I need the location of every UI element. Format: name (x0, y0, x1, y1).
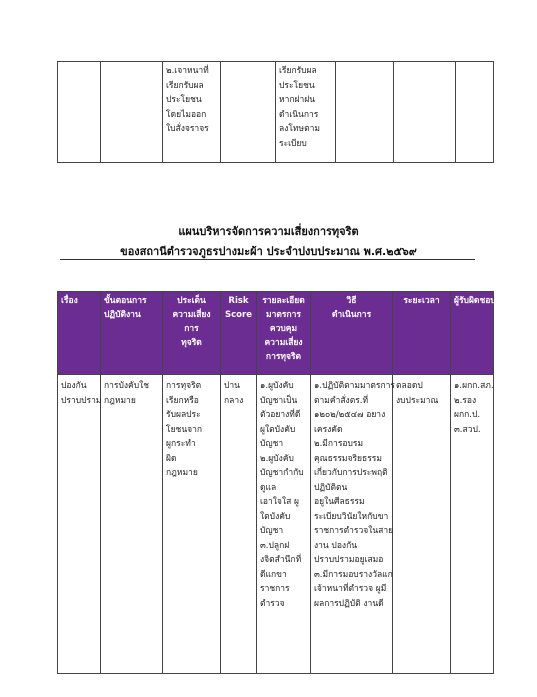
cell-text-line: บัญชากำกับ (260, 468, 304, 478)
title-divider (60, 259, 475, 260)
cell-text-line: วิธี (346, 296, 357, 306)
table-row (58, 62, 494, 163)
cell-text-line: เรียกรับผล (279, 66, 317, 76)
cell-text-line: ความเสี่ยง (172, 310, 211, 320)
cell-text-line: ปองกัน (61, 381, 87, 391)
cell-text-line: ผูกระทำ (166, 439, 196, 449)
cell-text-line: ราชการ (260, 584, 290, 594)
cell-text-line: ปราบปราม (61, 395, 102, 406)
header-risk-score (221, 292, 257, 375)
header-responsible (451, 292, 494, 375)
cell-text-line: งจิตสำนึกที่ (260, 555, 302, 565)
header-risk-issue (163, 292, 221, 375)
cell-risk-issue (163, 375, 221, 674)
cell-text-line: โดยไมออก (166, 109, 207, 120)
cell-text-line: ลงโทษตาม (279, 124, 321, 134)
cell-text-line: ๒.มีการอบรม (314, 439, 364, 449)
cell-text-line: เครงคัด (314, 424, 343, 435)
cell-text-line: ใตบังคับ (260, 511, 291, 522)
cell-text-line: กฎหมาย (166, 468, 198, 478)
cell-topic (58, 375, 101, 674)
cell-text-line: บัญชา (260, 439, 284, 449)
cell-text-line: ระเบียบวินัยใหกับขา (314, 511, 389, 522)
cell-text-line: รับผลประ (166, 410, 201, 420)
cell-text-line: เรียกรับผล (166, 80, 204, 91)
cell-text-line: เอาใจใส ผู (260, 497, 299, 507)
cell-text-line: ระเบียบ (279, 138, 307, 149)
cell-text-line: เกี่ยวกับการประพฤติ (314, 468, 388, 478)
header-control-measures (257, 292, 311, 375)
cell-text-line: ๒.ผูบังคับ (260, 453, 294, 464)
cell-text-line: หากฝาฝน (279, 95, 316, 105)
table-cell (456, 62, 494, 163)
cell-text-line: การทุจริต (265, 352, 302, 362)
cell-risk-score (221, 375, 257, 674)
table-header-row (58, 292, 494, 375)
cell-text-line: บัญชาเป็น (260, 395, 298, 406)
table-row (58, 375, 494, 674)
cell-text-line: บัญชา (260, 526, 284, 536)
cell-text-line: ปฏิบัติงาน (104, 310, 141, 320)
continued-table (57, 61, 494, 163)
header-topic (58, 292, 101, 375)
cell-text-line: ใบสั่งจราจร (166, 124, 209, 134)
cell-text-line: กฎหมาย (104, 395, 136, 406)
cell-text-line: ปราบปรามอยูเสมอ (314, 555, 384, 565)
cell-text-line: ความเสี่ยง (264, 338, 303, 348)
cell-text-line: เรื่อง (61, 296, 78, 306)
cell-text-line: ๑.ปฏิบัติตามมาตรการ (314, 381, 395, 391)
cell-work-step (101, 375, 163, 674)
cell-control-measures (257, 375, 311, 674)
cell-text-line: ๒.เจาหนาที่ (166, 66, 209, 76)
cell-text-line: ผกก.ป. (454, 410, 481, 420)
document-subtitle: ของสถานีตำรวจภูธรปางมะผ้า ประจำปงบประมาณ พ.ศ.๒๕๖๙ (120, 245, 417, 258)
cell-text-line: เรียกหรือ (166, 395, 199, 406)
cell-duration (393, 375, 451, 674)
risk-management-table (57, 291, 494, 674)
header-duration (393, 292, 451, 375)
cell-text-line: ๓.สวป. (454, 424, 481, 435)
table-cell (163, 62, 221, 163)
cell-text-line: ๓.ปลูกฝ (260, 540, 290, 551)
cell-text-line: Risk (228, 296, 249, 306)
cell-text-line: ตำรวจ (260, 598, 285, 609)
cell-text-line: ดูแล (260, 482, 277, 493)
table-cell (221, 62, 276, 163)
cell-text-line: ตามคำสั่งตร.ที่ (314, 395, 369, 406)
cell-text-line: ทุจริต (181, 338, 202, 348)
cell-text-line: โยชนจาก (166, 424, 203, 435)
table-cell (101, 62, 163, 163)
document-title: แผนบริหารจัดการความเสี่ยงการทุจริต (178, 225, 359, 238)
cell-text-line: รายละเอียด (262, 296, 305, 306)
cell-text-line: ผูใตบังคับ (260, 424, 296, 435)
cell-text-line: ดีแกขา (260, 569, 287, 580)
cell-text-line: Score (225, 310, 252, 320)
cell-text-line: ควบคุม (269, 324, 298, 334)
cell-text-line: ตลอดป (396, 381, 423, 391)
cell-text-line: การ (184, 324, 199, 334)
cell-text-line: งาน ปองกัน (314, 540, 358, 551)
cell-text-line: เจ้าหนาที่ตำรวจ ผูมี (314, 584, 387, 594)
cell-text-line: ๓.มีการมอบรางวัลแก (314, 569, 393, 580)
cell-text-line: การทุจริต (166, 381, 202, 391)
cell-text-line: มาตรการ (266, 310, 301, 320)
cell-text-line: การบังคับใช (104, 381, 150, 391)
cell-text-line: ราชการตำรวจในสาย (314, 526, 394, 536)
cell-text-line: ดำเนินการ (331, 310, 372, 320)
cell-text-line: ประโยชน (279, 80, 315, 91)
cell-text-line: ๑.ผกก.สภ. (454, 381, 494, 391)
cell-responsible (451, 375, 494, 674)
cell-text-line: ผลการปฏิบัติ งานดี (314, 598, 384, 609)
cell-text-line: ๑๒๐๒/๒๕๔๗ อยาง (314, 410, 386, 420)
cell-text-line: ตัวอยางที่ดี (260, 410, 301, 420)
cell-text-line: ระยะเวลา (403, 296, 440, 306)
cell-text-line: ประโยชน (166, 95, 202, 105)
cell-text-line: งบประมาณ (396, 395, 439, 406)
cell-text-line: อยูในศีลธรรม (314, 497, 365, 507)
header-method (311, 292, 393, 375)
cell-text-line: ๒.รอง (454, 395, 477, 406)
cell-text-line: ประเด็น (177, 296, 206, 306)
cell-text-line: ปาน (224, 381, 240, 391)
cell-text-line: ขั้นตอนการ (104, 296, 147, 306)
cell-text-line: ผิด (166, 453, 177, 464)
cell-text-line: ๑.ผูบังคับ (260, 381, 294, 391)
cell-text-line: กลาง (224, 395, 244, 406)
cell-text-line: ดำเนินการ (279, 109, 319, 120)
header-work-step (101, 292, 163, 375)
cell-method (311, 375, 393, 674)
cell-text-line: คุณธรรมจริยธรรม (314, 453, 382, 464)
table-cell (394, 62, 456, 163)
table-cell (58, 62, 101, 163)
cell-text-line: ผู้รับผิดชอบ (454, 296, 496, 306)
cell-text-line: ปฏิบัติตน (314, 482, 348, 493)
table-cell (336, 62, 394, 163)
table-cell (276, 62, 336, 163)
